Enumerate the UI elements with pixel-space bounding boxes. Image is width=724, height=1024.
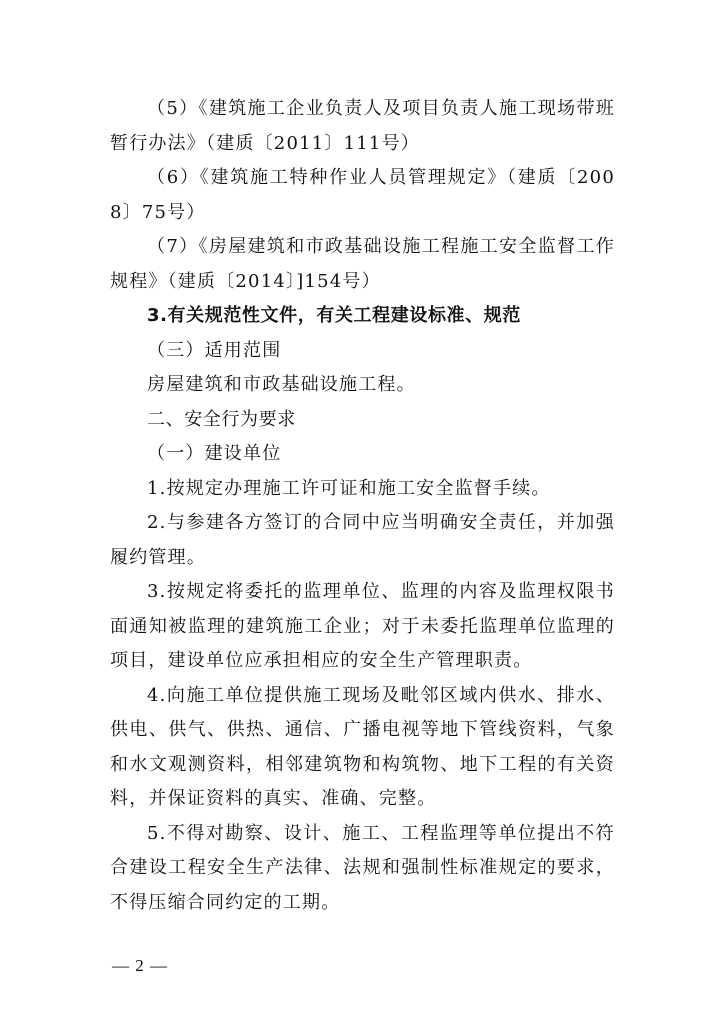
paragraph-scope: 房屋建筑和市政基础设施工程。 (147, 374, 416, 395)
paragraph-requirement-5: 5.不得对勘察、设计、施工、工程监理等单位提出不符合建设工程安全生产法律、法规和强制性标准规定的要求，不得压缩合同约定的工期。 (110, 822, 615, 913)
document-body (110, 92, 615, 920)
paragraph-requirement-2: 2.与参建各方签订的合同中应当明确安全责任，并加强履约管理。 (110, 512, 615, 568)
page-number: — 2 — (112, 956, 168, 975)
section-heading-safety-requirements: 二、安全行为要求 (147, 408, 296, 430)
subsection-heading-construction-unit: （一）建设单位 (147, 443, 282, 464)
subsection-heading-scope: （三）适用范围 (147, 339, 282, 361)
paragraph-regulation-6: （6）《建筑施工特种作业人员管理规定》（建质〔2008〕75号） (110, 167, 615, 223)
paragraph-requirement-4: 4.向施工单位提供施工现场及毗邻区域内供水、排水、供电、供气、供热、通信、广播电视等地下管线资料，气象和水文观测资料，相邻建筑物和构筑物、地下工程的有关资料，并保证资料的真实、准确、完整。 (110, 684, 615, 809)
paragraph-regulation-5: （5）《建筑施工企业负责人及项目负责人施工现场带班暂行办法》（建质〔2011〕111号） (110, 98, 615, 154)
section-heading-normative-documents: 3.有关规范性文件，有关工程建设标准、规范 (147, 305, 521, 326)
paragraph-requirement-3: 3.按规定将委托的监理单位、监理的内容及监理权限书面通知被监理的建筑施工企业；对于未委托监理单位监理的项目，建设单位应承担相应的安全生产管理职责。 (110, 581, 615, 671)
paragraph-regulation-7: （7）《房屋建筑和市政基础设施工程施工安全监督工作规程》（建质〔2014〕]154号） (110, 236, 615, 292)
paragraph-requirement-1: 1.按规定办理施工许可证和施工安全监督手续。 (147, 477, 551, 499)
